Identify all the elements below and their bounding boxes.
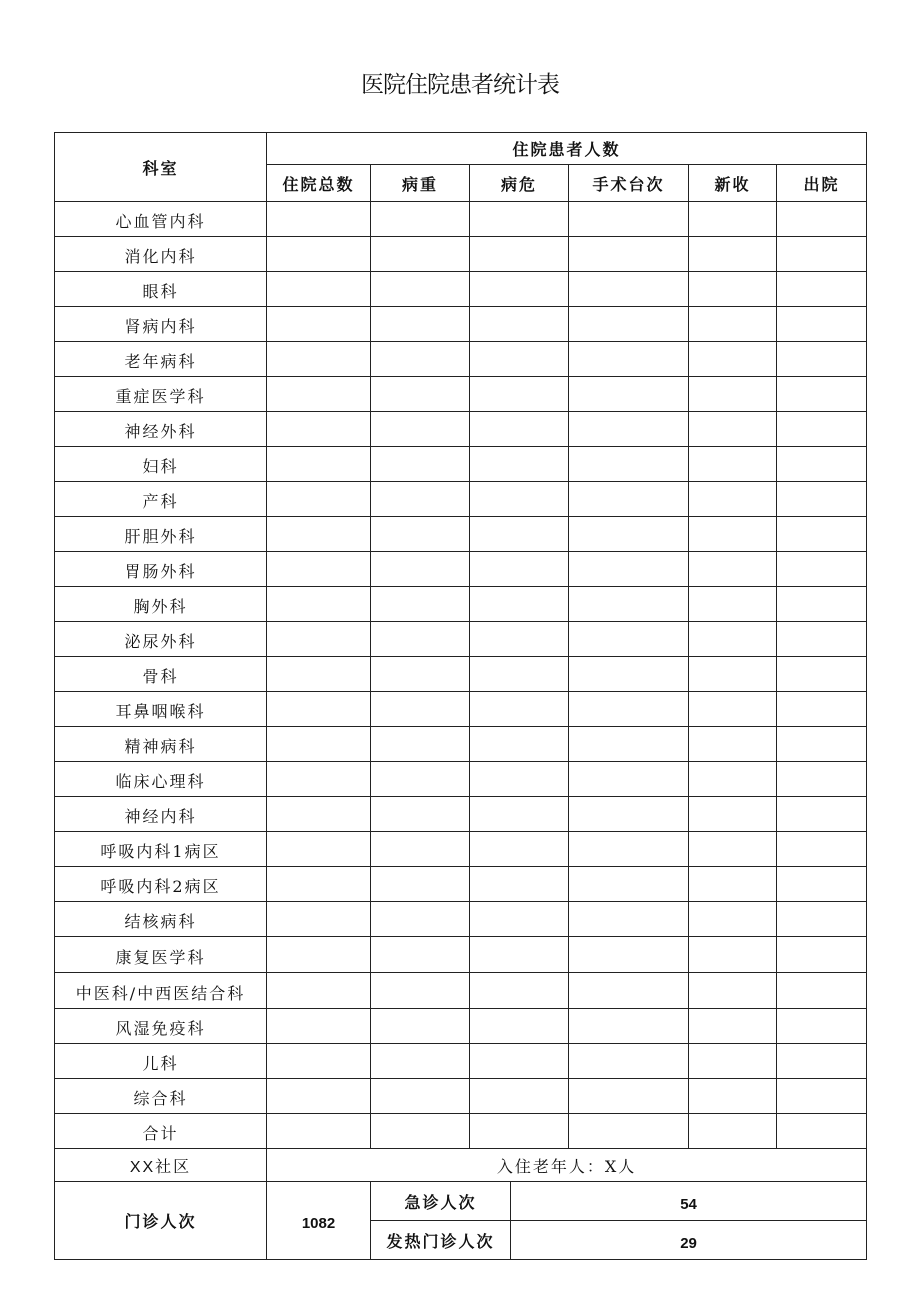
- table-row: [55, 692, 867, 727]
- cell-discharge: [777, 797, 867, 832]
- table-row: [55, 307, 867, 342]
- cell-critical: [470, 1009, 569, 1044]
- cell-total: [267, 692, 371, 727]
- cell-discharge: [777, 412, 867, 447]
- dept-name: 呼吸内科2病区: [55, 867, 267, 902]
- cell-discharge: [777, 867, 867, 902]
- cell-critical: [470, 272, 569, 307]
- table-row: [55, 342, 867, 377]
- cell-serious: [371, 762, 470, 797]
- cell-surgery: [569, 692, 689, 727]
- cell-surgery: [569, 762, 689, 797]
- cell-discharge: [777, 657, 867, 692]
- cell-serious: [371, 447, 470, 482]
- cell-new: [689, 937, 777, 973]
- emergency-value: 54: [511, 1182, 867, 1221]
- cell-new: [689, 1044, 777, 1079]
- cell-critical: [470, 517, 569, 552]
- cell-critical: [470, 447, 569, 482]
- cell-total: [267, 342, 371, 377]
- cell-new: [689, 552, 777, 587]
- dept-name: 胸外科: [55, 587, 267, 622]
- community-label: XX社区: [55, 1149, 267, 1182]
- cell-surgery: [569, 867, 689, 902]
- cell-total: [267, 1079, 371, 1114]
- cell-critical: [470, 482, 569, 517]
- cell-new: [689, 762, 777, 797]
- col-header-new: 新收: [689, 165, 777, 202]
- cell-new: [689, 1114, 777, 1149]
- cell-new: [689, 307, 777, 342]
- cell-total: [267, 587, 371, 622]
- cell-serious: [371, 692, 470, 727]
- table-row: [55, 762, 867, 797]
- col-header-surgery: 手术台次: [569, 165, 689, 202]
- cell-serious: [371, 482, 470, 517]
- table-row: [55, 1009, 867, 1044]
- dept-name: 肝胆外科: [55, 517, 267, 552]
- cell-discharge: [777, 762, 867, 797]
- cell-surgery: [569, 1009, 689, 1044]
- table-row: [55, 1044, 867, 1079]
- cell-serious: [371, 272, 470, 307]
- dept-name: 妇科: [55, 447, 267, 482]
- outpatient-row: [55, 1182, 867, 1221]
- dept-name: 心血管内科: [55, 202, 267, 237]
- dept-name: 神经外科: [55, 412, 267, 447]
- cell-critical: [470, 622, 569, 657]
- cell-discharge: [777, 622, 867, 657]
- cell-new: [689, 377, 777, 412]
- cell-critical: [470, 377, 569, 412]
- cell-critical: [470, 587, 569, 622]
- table-row: [55, 377, 867, 412]
- emergency-label: 急诊人次: [371, 1182, 511, 1221]
- cell-total: [267, 832, 371, 867]
- dept-name: 老年病科: [55, 342, 267, 377]
- table-row: [55, 657, 867, 692]
- dept-name: 中医科/中西医结合科: [55, 973, 267, 1009]
- dept-name: 风湿免疫科: [55, 1009, 267, 1044]
- dept-name: 消化内科: [55, 237, 267, 272]
- cell-new: [689, 482, 777, 517]
- cell-total: [267, 552, 371, 587]
- cell-new: [689, 902, 777, 937]
- dept-name: 临床心理科: [55, 762, 267, 797]
- cell-serious: [371, 797, 470, 832]
- cell-surgery: [569, 832, 689, 867]
- cell-total: [267, 447, 371, 482]
- dept-name: 胃肠外科: [55, 552, 267, 587]
- table-row: [55, 832, 867, 867]
- cell-new: [689, 447, 777, 482]
- cell-critical: [470, 1114, 569, 1149]
- cell-serious: [371, 202, 470, 237]
- cell-serious: [371, 307, 470, 342]
- dept-name: 结核病科: [55, 902, 267, 937]
- outpatient-label: 门诊人次: [55, 1182, 267, 1260]
- cell-surgery: [569, 937, 689, 973]
- cell-critical: [470, 867, 569, 902]
- cell-surgery: [569, 1114, 689, 1149]
- fever-value: 29: [511, 1221, 867, 1260]
- dept-name: 泌尿外科: [55, 622, 267, 657]
- cell-new: [689, 202, 777, 237]
- cell-new: [689, 797, 777, 832]
- community-row: [55, 1149, 867, 1182]
- cell-surgery: [569, 1079, 689, 1114]
- cell-discharge: [777, 272, 867, 307]
- cell-new: [689, 692, 777, 727]
- dept-header: 科室: [55, 133, 267, 202]
- outpatient-total: 1082: [267, 1182, 371, 1260]
- table-row: [55, 552, 867, 587]
- dept-name: 眼科: [55, 272, 267, 307]
- cell-discharge: [777, 727, 867, 762]
- dept-name: 呼吸内科1病区: [55, 832, 267, 867]
- table-row: [55, 587, 867, 622]
- table-row: [55, 237, 867, 272]
- cell-discharge: [777, 377, 867, 412]
- cell-serious: [371, 587, 470, 622]
- cell-surgery: [569, 377, 689, 412]
- col-header-critical: 病危: [470, 165, 569, 202]
- cell-total: [267, 272, 371, 307]
- table-row: [55, 517, 867, 552]
- cell-discharge: [777, 692, 867, 727]
- statistics-table: [54, 132, 867, 1260]
- cell-surgery: [569, 447, 689, 482]
- table-row: [55, 447, 867, 482]
- cell-serious: [371, 657, 470, 692]
- cell-total: [267, 622, 371, 657]
- table-row: [55, 867, 867, 902]
- cell-serious: [371, 412, 470, 447]
- dept-name: 精神病科: [55, 727, 267, 762]
- cell-total: [267, 377, 371, 412]
- cell-surgery: [569, 622, 689, 657]
- cell-total: [267, 1044, 371, 1079]
- cell-serious: [371, 377, 470, 412]
- cell-critical: [470, 727, 569, 762]
- cell-discharge: [777, 1044, 867, 1079]
- cell-total: [267, 867, 371, 902]
- dept-name: 合计: [55, 1114, 267, 1149]
- cell-discharge: [777, 517, 867, 552]
- group-header: 住院患者人数: [267, 133, 867, 165]
- dept-name: 神经内科: [55, 797, 267, 832]
- cell-new: [689, 587, 777, 622]
- cell-critical: [470, 307, 569, 342]
- cell-discharge: [777, 937, 867, 973]
- cell-serious: [371, 973, 470, 1009]
- cell-discharge: [777, 587, 867, 622]
- cell-total: [267, 237, 371, 272]
- community-text: 入住老年人：X人: [267, 1149, 867, 1182]
- cell-serious: [371, 517, 470, 552]
- cell-discharge: [777, 1114, 867, 1149]
- cell-surgery: [569, 727, 689, 762]
- cell-surgery: [569, 587, 689, 622]
- cell-discharge: [777, 447, 867, 482]
- cell-critical: [470, 692, 569, 727]
- table-row: [55, 622, 867, 657]
- cell-critical: [470, 832, 569, 867]
- table-row: [55, 202, 867, 237]
- cell-new: [689, 832, 777, 867]
- cell-total: [267, 307, 371, 342]
- cell-serious: [371, 622, 470, 657]
- cell-total: [267, 973, 371, 1009]
- cell-new: [689, 517, 777, 552]
- cell-new: [689, 727, 777, 762]
- cell-critical: [470, 973, 569, 1009]
- cell-serious: [371, 1079, 470, 1114]
- page-title: 医院住院患者统计表: [361, 72, 559, 98]
- cell-critical: [470, 797, 569, 832]
- col-header-discharge: 出院: [777, 165, 867, 202]
- cell-critical: [470, 412, 569, 447]
- cell-discharge: [777, 482, 867, 517]
- cell-new: [689, 622, 777, 657]
- cell-total: [267, 762, 371, 797]
- fever-label: 发热门诊人次: [371, 1221, 511, 1260]
- cell-critical: [470, 937, 569, 973]
- dept-name: 重症医学科: [55, 377, 267, 412]
- cell-new: [689, 1009, 777, 1044]
- cell-serious: [371, 902, 470, 937]
- dept-name: 产科: [55, 482, 267, 517]
- cell-new: [689, 657, 777, 692]
- table-row: [55, 973, 867, 1009]
- table-row: [55, 727, 867, 762]
- table-row: [55, 937, 867, 973]
- dept-name: 骨科: [55, 657, 267, 692]
- cell-surgery: [569, 342, 689, 377]
- cell-serious: [371, 1009, 470, 1044]
- cell-discharge: [777, 973, 867, 1009]
- cell-critical: [470, 902, 569, 937]
- cell-discharge: [777, 1009, 867, 1044]
- cell-total: [267, 937, 371, 973]
- cell-surgery: [569, 517, 689, 552]
- cell-surgery: [569, 657, 689, 692]
- table-row: [55, 272, 867, 307]
- cell-critical: [470, 237, 569, 272]
- cell-critical: [470, 552, 569, 587]
- table-row: [55, 902, 867, 937]
- cell-total: [267, 1009, 371, 1044]
- cell-discharge: [777, 202, 867, 237]
- col-header-serious: 病重: [371, 165, 470, 202]
- cell-new: [689, 272, 777, 307]
- cell-discharge: [777, 552, 867, 587]
- cell-critical: [470, 1044, 569, 1079]
- cell-surgery: [569, 237, 689, 272]
- cell-serious: [371, 552, 470, 587]
- cell-total: [267, 797, 371, 832]
- cell-surgery: [569, 973, 689, 1009]
- dept-name: 综合科: [55, 1079, 267, 1114]
- dept-name: 儿科: [55, 1044, 267, 1079]
- cell-surgery: [569, 412, 689, 447]
- cell-serious: [371, 832, 470, 867]
- cell-surgery: [569, 1044, 689, 1079]
- table-row: [55, 797, 867, 832]
- cell-critical: [470, 202, 569, 237]
- cell-discharge: [777, 237, 867, 272]
- cell-surgery: [569, 482, 689, 517]
- table-row: [55, 482, 867, 517]
- cell-total: [267, 202, 371, 237]
- dept-name: 耳鼻咽喉科: [55, 692, 267, 727]
- cell-serious: [371, 237, 470, 272]
- cell-new: [689, 867, 777, 902]
- cell-total: [267, 1114, 371, 1149]
- cell-total: [267, 412, 371, 447]
- cell-critical: [470, 1079, 569, 1114]
- cell-serious: [371, 1114, 470, 1149]
- cell-serious: [371, 937, 470, 973]
- cell-discharge: [777, 832, 867, 867]
- cell-total: [267, 657, 371, 692]
- dept-name: 康复医学科: [55, 937, 267, 973]
- cell-discharge: [777, 902, 867, 937]
- table-row: [55, 412, 867, 447]
- cell-surgery: [569, 797, 689, 832]
- cell-serious: [371, 867, 470, 902]
- cell-new: [689, 412, 777, 447]
- cell-serious: [371, 1044, 470, 1079]
- cell-discharge: [777, 342, 867, 377]
- cell-surgery: [569, 307, 689, 342]
- dept-name: 肾病内科: [55, 307, 267, 342]
- cell-total: [267, 727, 371, 762]
- cell-surgery: [569, 552, 689, 587]
- cell-total: [267, 482, 371, 517]
- cell-critical: [470, 762, 569, 797]
- cell-surgery: [569, 902, 689, 937]
- cell-surgery: [569, 272, 689, 307]
- cell-total: [267, 902, 371, 937]
- table-row: [55, 1079, 867, 1114]
- cell-new: [689, 1079, 777, 1114]
- cell-serious: [371, 727, 470, 762]
- cell-total: [267, 517, 371, 552]
- cell-new: [689, 237, 777, 272]
- cell-discharge: [777, 307, 867, 342]
- cell-new: [689, 342, 777, 377]
- cell-critical: [470, 342, 569, 377]
- table-row: [55, 1114, 867, 1149]
- cell-discharge: [777, 1079, 867, 1114]
- cell-serious: [371, 342, 470, 377]
- cell-new: [689, 973, 777, 1009]
- cell-critical: [470, 657, 569, 692]
- col-header-total: 住院总数: [267, 165, 371, 202]
- cell-surgery: [569, 202, 689, 237]
